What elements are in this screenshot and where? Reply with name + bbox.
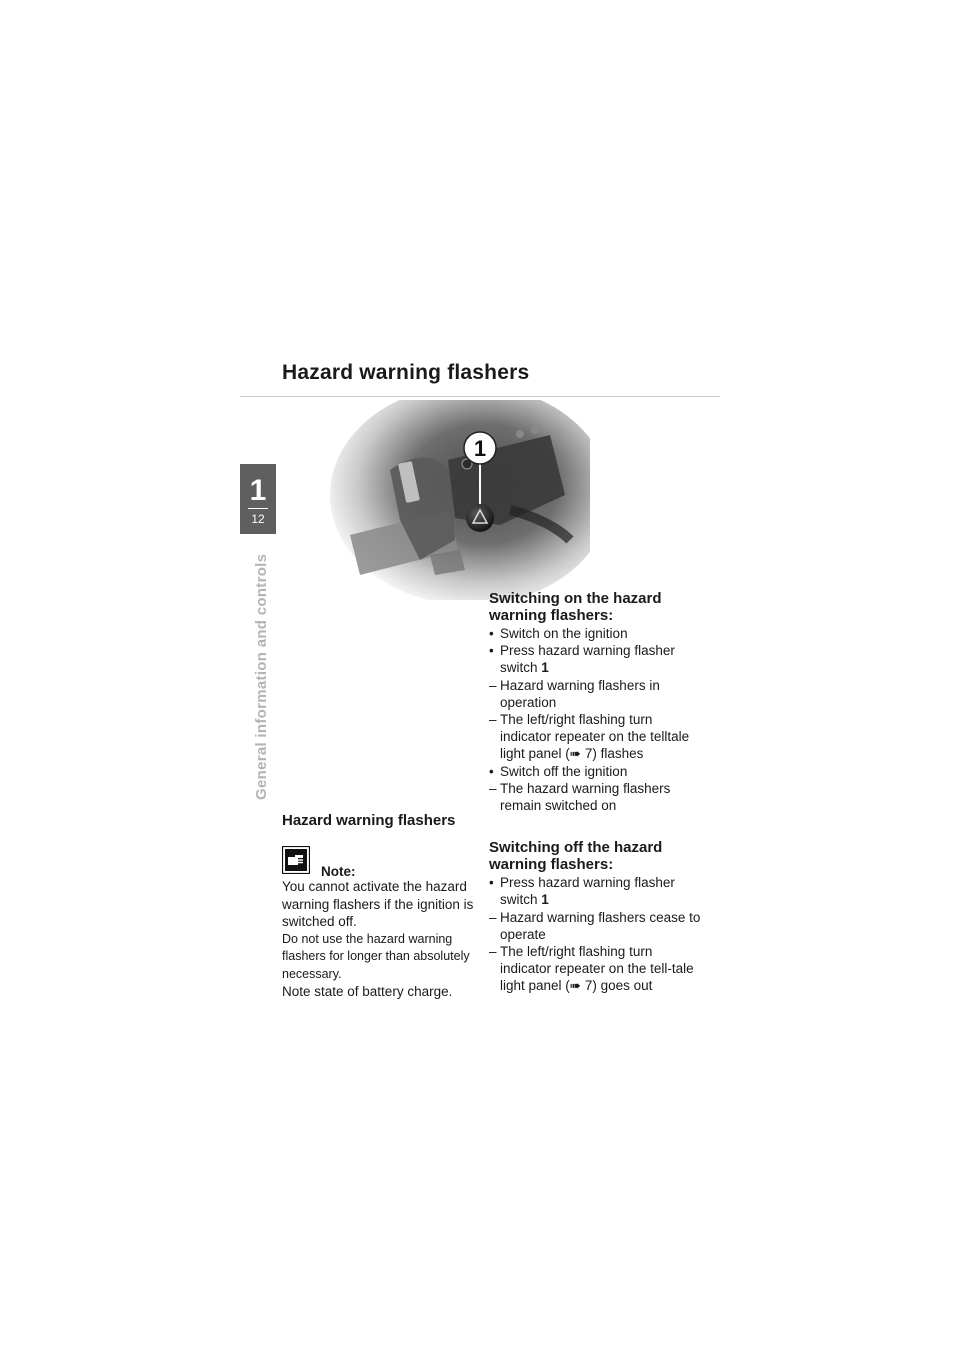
list-text: Press hazard warning flasher switch [500,875,675,908]
list-marker: • [489,875,494,891]
chapter-side-label: General information and controls [253,553,270,800]
figure-caption: Hazard warning flashers [282,812,456,829]
list-marker: – [489,944,497,960]
list-marker: • [489,763,494,779]
list-text: The left/right flashing turn indicator repeater on the tell-tale light panel (➠ 7) goes out [500,944,694,994]
title-divider [240,396,720,397]
page-number: 12 [251,512,265,526]
chapter-tab [240,464,276,534]
chapter-divider [248,508,268,509]
note-paragraph: Note state of battery charge. [282,984,453,999]
note-label: Note: [321,864,356,879]
list-marker: • [489,643,494,659]
list-text: Switch off the ignition [500,763,628,779]
list-item [489,642,704,676]
note-paragraph: Do not use the hazard warning flashers for longer than absolutely necessary. [282,931,470,981]
list-item [489,874,704,908]
list-text: The hazard warning flashers remain switched on [500,780,671,814]
list-item [489,763,704,780]
note-pointing-hand-icon [282,846,310,874]
list-marker: – [489,909,497,925]
switch-on-heading: Switching on the hazard warning flashers: [489,590,662,624]
list-item [489,909,704,943]
chapter-number: 1 [249,474,267,507]
list-item [489,625,704,642]
switch-off-heading: Switching off the hazard warning flashers: [489,839,663,874]
list-item [489,943,704,995]
list-text: The left/right flashing turn indicator repeater on the telltale light panel (➠ 7) flashes [500,712,690,762]
list-item [489,677,704,711]
switch-on-steps [489,625,704,814]
list-text: Hazard warning flashers in operation [500,677,660,710]
list-item [489,711,704,763]
switch-off-steps [489,874,704,994]
handlebar-switch-photo [330,400,590,600]
figure-callout-1: 1 [473,436,487,461]
list-text: Switch on the ignition [500,626,628,641]
note-paragraph: You cannot activate the hazard warning flashers if the ignition is switched off. [282,879,474,929]
list-marker: – [489,712,497,728]
instructions-column [489,590,704,995]
page-title: Hazard warning flashers [282,361,530,384]
list-marker: • [489,626,494,641]
list-ref: 1 [541,892,549,908]
note-block [282,846,482,1001]
list-text: Press hazard warning flasher switch [500,643,675,676]
list-text: Hazard warning flashers cease to operate [500,909,701,942]
list-marker: – [489,677,497,693]
list-item [489,780,704,814]
list-marker: – [489,780,497,796]
list-ref: 1 [541,660,549,676]
